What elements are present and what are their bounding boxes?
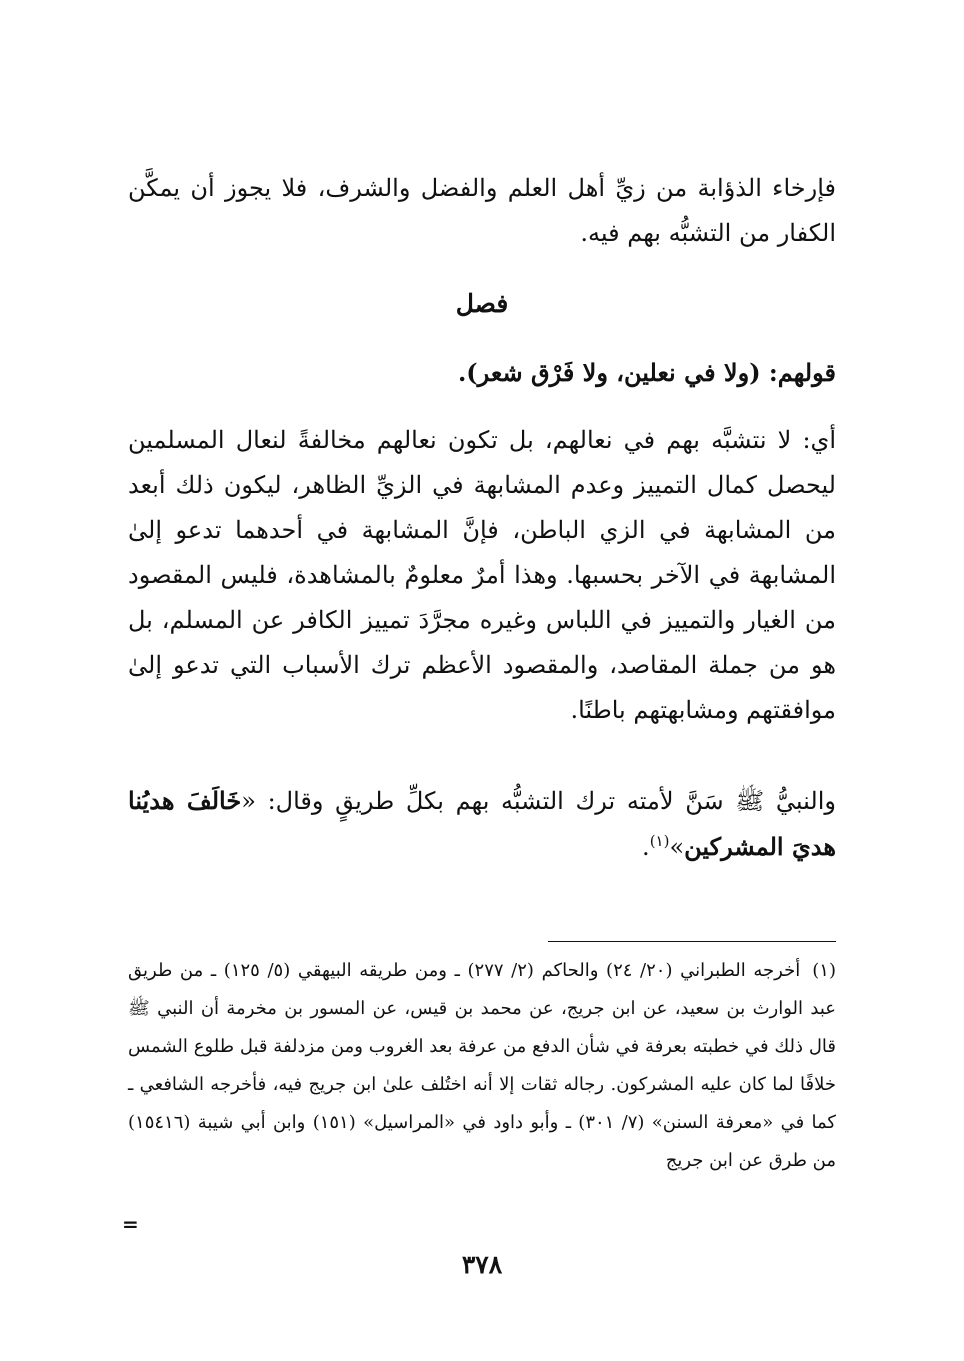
- section-quote: قولهم: (ولا في نعلين، ولا فَرْق شعر).: [457, 358, 836, 387]
- footnote-separator: [548, 941, 836, 942]
- paragraph-3: [128, 778, 836, 870]
- footnote-1: [128, 952, 836, 1180]
- hadith-quote: خَالَفَ هديُنا هديَ المشركين: [128, 786, 836, 861]
- hadith-close-quote: »: [669, 833, 685, 861]
- footnote-text: أخرجه الطبراني (٢٠/ ٢٤) والحاكم (٢/ ٢٧٧) ـ ومن طريقه البيهقي (٥/ ١٢٥) ـ من طريق عبد الوارث بن سعيد، عن ابن جريج، عن محمد بن قيس، عن المسور بن مخرمة أن النبي ﷺ قال ذلك في خطبته بعرفة في شأن الدفع من عرفة بعد الغروب ومن مزدلفة قبل طلوع الشمس خلافًا لما كان عليه المشركون. رجاله ثقات إلا أنه اختُلف علىٰ ابن جريج فيه، فأخرجه الشافعي ـ كما في «معرفة السنن» (٧/ ٣٠١) ـ وأبو داود في «المراسيل» (١٥١) وابن أبي شيبة (١٥٤١٦) من طرق عن ابن جريج: [128, 960, 836, 1171]
- footnote-continuation-mark: =: [122, 1212, 139, 1236]
- footnote-number: (١): [812, 960, 836, 981]
- page-number: ٣٧٨: [461, 1250, 503, 1279]
- paragraph-1: فإرخاء الذؤابة من زيِّ أهل العلم والفضل والشرف، فلا يجوز أن يمكَّن الكفار من التشبُّه بهم فيه.: [128, 174, 836, 247]
- section-heading: فصل: [455, 289, 509, 318]
- paragraph-2: أي: لا نتشبَّه بهم في نعالهم، بل تكون نعالهم مخالفةً لنعال المسلمين ليحصل كمال التمييز وعدم المشابهة في الزيِّ الظاهر، ليكون ذلك أبعد من المشابهة في الزي الباطن، فإنَّ المشابهة في أحدهما تدعو إلىٰ المشابهة في الآخر بحسبها. وهذا أمرٌ معلومٌ بالمشاهدة، فليس المقصود من الغيار والتمييز في اللباس وغيره مجرَّدَ تمييز الكافر عن المسلم، بل هو من جملة المقاصد، والمقصود الأعظم ترك الأسباب التي تدعو إلىٰ موافقتهم ومشابهتهم باطنًا.: [128, 426, 836, 724]
- paragraph-3-intro: والنبيُّ ﷺ سَنَّ لأمته ترك التشبُّه بهم بكلِّ طريقٍ وقال: «: [241, 787, 836, 815]
- paragraph-3-end: .: [642, 833, 650, 861]
- footnote-reference[interactable]: (١): [649, 832, 670, 850]
